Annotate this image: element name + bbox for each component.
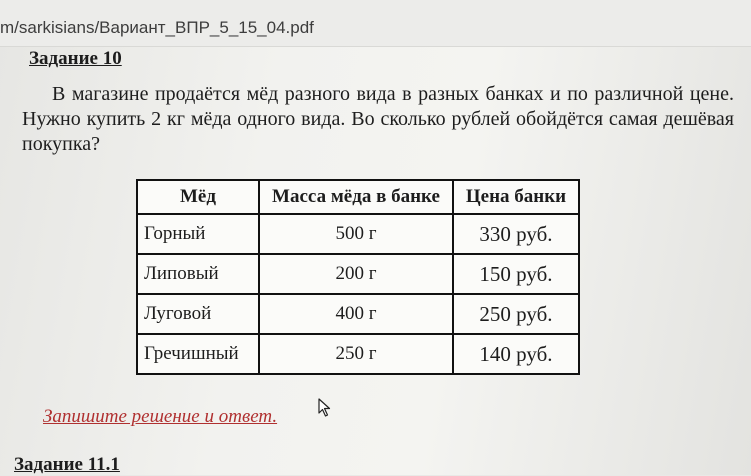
answer-prompt: Запишите решение и ответ. bbox=[43, 406, 278, 427]
address-bar[interactable] bbox=[0, 0, 751, 47]
honey-mass: 250 г bbox=[259, 334, 453, 374]
header-honey: Мёд bbox=[137, 180, 259, 214]
pdf-document bbox=[0, 46, 751, 475]
honey-name: Гречишный bbox=[137, 334, 259, 374]
honey-mass: 500 г bbox=[259, 214, 453, 254]
table-row bbox=[137, 334, 579, 374]
header-mass: Масса мёда в банке bbox=[259, 180, 453, 214]
honey-mass: 200 г bbox=[259, 254, 453, 294]
header-price: Цена банки bbox=[453, 180, 579, 214]
next-task-title: Задание 11.1 bbox=[14, 454, 120, 475]
task-title: Задание 10 bbox=[29, 48, 122, 69]
honey-name: Липовый bbox=[137, 254, 259, 294]
table-row bbox=[137, 214, 579, 254]
mouse-pointer-icon bbox=[318, 398, 332, 418]
table-row bbox=[137, 254, 579, 294]
honey-price: 250 руб. bbox=[453, 294, 579, 334]
honey-price: 330 руб. bbox=[453, 214, 579, 254]
honey-mass: 400 г bbox=[259, 294, 453, 334]
task-text: В магазине продаётся мёд разного вида в разных банках и по различной цене. Нужно купить 2 кг мёда одного вида. Во сколько рублей обойдётся самая дешёвая покупка? bbox=[22, 83, 734, 155]
table-header-row bbox=[137, 180, 579, 214]
honey-price: 140 руб. bbox=[453, 334, 579, 374]
honey-name: Горный bbox=[137, 214, 259, 254]
honey-price: 150 руб. bbox=[453, 254, 579, 294]
url-text[interactable]: m/sarkisians/Вариант_ВПР_5_15_04.pdf bbox=[0, 18, 314, 37]
table-row bbox=[137, 294, 579, 334]
honey-name: Луговой bbox=[137, 294, 259, 334]
honey-table bbox=[136, 179, 580, 375]
